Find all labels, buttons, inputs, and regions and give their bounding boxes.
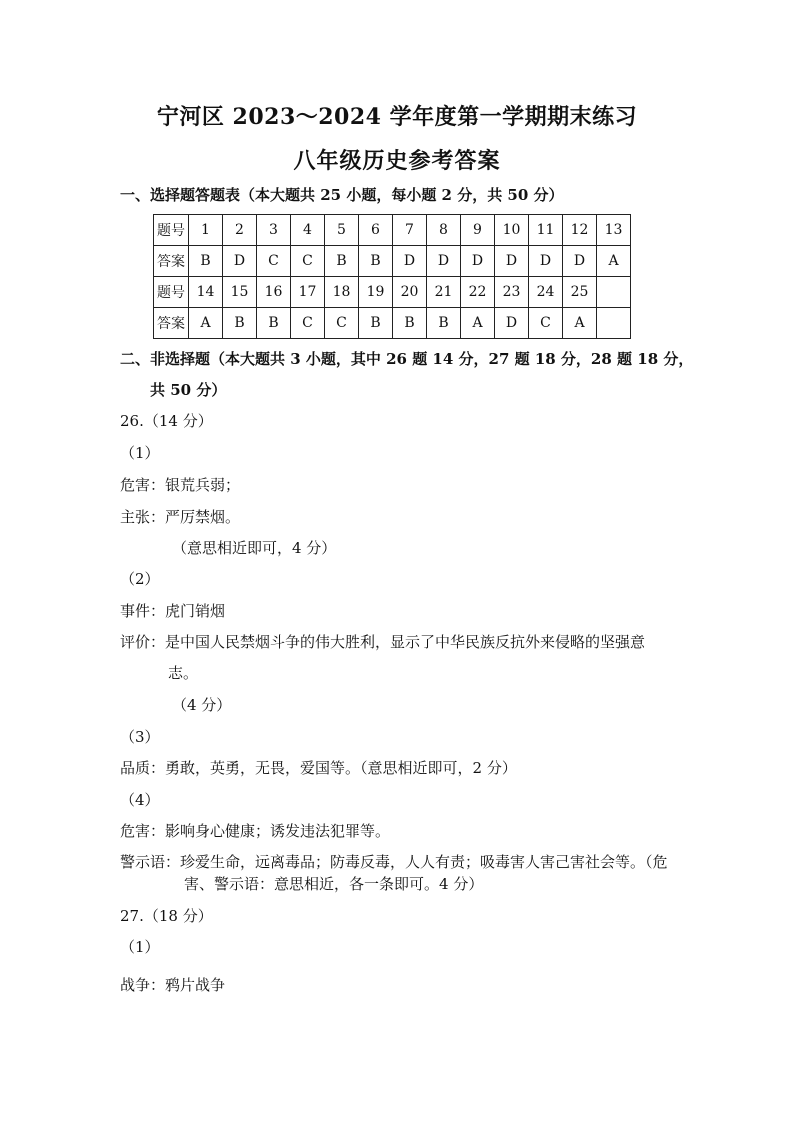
q26-part1-claim: 主张：严厉禁烟。: [120, 508, 241, 526]
table-cell: D: [427, 246, 461, 277]
table-cell: 20: [393, 277, 427, 308]
table-row-numbers-1: [154, 215, 631, 246]
table-cell: 18: [325, 277, 359, 308]
table-cell: D: [495, 246, 529, 277]
q26-part1-harm: 危害：银荒兵弱；: [120, 476, 241, 494]
table-cell: 11: [529, 215, 563, 246]
row-label-answer: 答案: [154, 246, 189, 277]
table-cell: C: [325, 308, 359, 339]
table-cell: A: [563, 308, 597, 339]
q26-part2-eval-line2: 志。: [168, 664, 199, 682]
q26-part3-label: （3）: [120, 728, 160, 746]
table-cell: C: [291, 308, 325, 339]
q26-part2-label: （2）: [120, 570, 160, 588]
q26-part2-note: （4 分）: [172, 696, 232, 714]
table-cell: D: [461, 246, 495, 277]
table-cell: D: [495, 308, 529, 339]
table-cell: D: [223, 246, 257, 277]
table-cell: 14: [189, 277, 223, 308]
q26-part1-note: （意思相近即可，4 分）: [172, 539, 337, 557]
table-cell: [597, 277, 631, 308]
table-cell: 8: [427, 215, 461, 246]
table-cell: 4: [291, 215, 325, 246]
table-cell: B: [359, 246, 393, 277]
table-cell: 3: [257, 215, 291, 246]
table-cell: [597, 308, 631, 339]
section2-heading-line1: 二、非选择题（本大题共 3 小题，其中 26 题 14 分，27 题 18 分，28 题 18 分，: [120, 350, 694, 368]
row-label-question: 题号: [154, 277, 189, 308]
table-cell: C: [529, 308, 563, 339]
table-cell: B: [257, 308, 291, 339]
table-cell: B: [325, 246, 359, 277]
table-cell: 21: [427, 277, 461, 308]
table-cell: 17: [291, 277, 325, 308]
table-cell: 25: [563, 277, 597, 308]
section2-heading-line2: 共 50 分）: [150, 381, 227, 399]
table-cell: 12: [563, 215, 597, 246]
table-cell: D: [529, 246, 563, 277]
q26-part2-event: 事件：虎门销烟: [120, 602, 226, 620]
table-cell: 5: [325, 215, 359, 246]
q26-part4-label: （4）: [120, 791, 160, 809]
table-cell: 19: [359, 277, 393, 308]
table-cell: A: [597, 246, 631, 277]
table-cell: 1: [189, 215, 223, 246]
table-cell: 10: [495, 215, 529, 246]
table-cell: 6: [359, 215, 393, 246]
q26-part4-slogan-line1: 警示语：珍爱生命，远离毒品；防毒反毒，人人有责；吸毒害人害己害社会等。（危: [120, 853, 668, 871]
table-cell: C: [291, 246, 325, 277]
table-cell: 7: [393, 215, 427, 246]
q27-part1-label: （1）: [120, 938, 160, 956]
table-row-numbers-2: [154, 277, 631, 308]
table-cell: C: [257, 246, 291, 277]
row-label-question: 题号: [154, 215, 189, 246]
table-cell: A: [461, 308, 495, 339]
table-cell: B: [359, 308, 393, 339]
table-cell: 13: [597, 215, 631, 246]
table-cell: 24: [529, 277, 563, 308]
q27-title: 27.（18 分）: [120, 907, 213, 925]
table-cell: 22: [461, 277, 495, 308]
table-row-answers-2: [154, 308, 631, 339]
table-cell: 16: [257, 277, 291, 308]
table-cell: D: [393, 246, 427, 277]
table-cell: 9: [461, 215, 495, 246]
table-cell: 2: [223, 215, 257, 246]
table-cell: B: [393, 308, 427, 339]
page-subtitle: 八年级历史参考答案: [293, 148, 501, 174]
table-cell: 23: [495, 277, 529, 308]
q26-part3-quality: 品质：勇敢，英勇，无畏，爱国等。（意思相近即可，2 分）: [120, 759, 517, 777]
table-cell: D: [563, 246, 597, 277]
q26-part2-eval-line1: 评价：是中国人民禁烟斗争的伟大胜利，显示了中华民族反抗外来侵略的坚强意: [120, 633, 646, 651]
q26-part4-harm: 危害：影响身心健康；诱发违法犯罪等。: [120, 822, 391, 840]
q26-part1-label: （1）: [120, 444, 160, 462]
q27-part1-war: 战争：鸦片战争: [120, 976, 226, 994]
q26-part4-slogan-line2: 害、警示语：意思相近，各一条即可。4 分）: [184, 875, 484, 893]
table-cell: 15: [223, 277, 257, 308]
table-cell: B: [189, 246, 223, 277]
table-cell: B: [223, 308, 257, 339]
page-title: 宁河区 2023～2024 学年度第一学期期末练习: [156, 104, 638, 130]
table-cell: A: [189, 308, 223, 339]
answer-table: [153, 214, 631, 339]
section1-heading: 一、选择题答题表（本大题共 25 小题，每小题 2 分，共 50 分）: [120, 186, 564, 204]
q26-title: 26.（14 分）: [120, 412, 213, 430]
table-cell: B: [427, 308, 461, 339]
row-label-answer: 答案: [154, 308, 189, 339]
table-row-answers-1: [154, 246, 631, 277]
